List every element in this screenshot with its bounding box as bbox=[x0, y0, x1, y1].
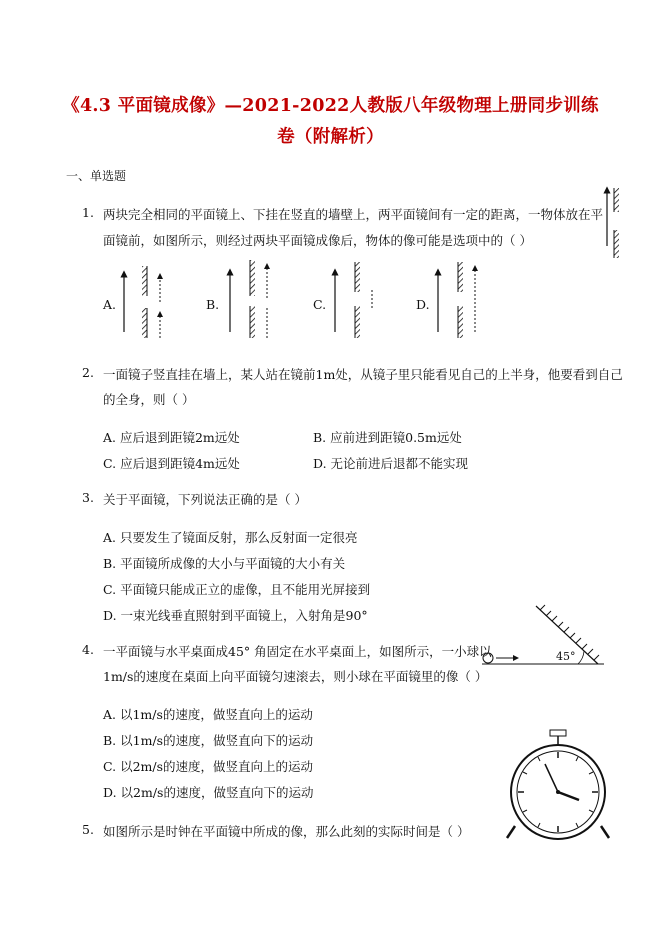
q4-line1: 一平面镜与水平桌面成45° 角固定在水平桌面上，如图所示，一小球以 bbox=[103, 644, 492, 659]
q4-option-d[interactable]: D. 以2m/s的速度，做竖直向下的运动 bbox=[103, 785, 314, 800]
q4-figure bbox=[478, 604, 608, 670]
q4-number: 4. bbox=[82, 642, 94, 657]
q2-number: 2. bbox=[82, 365, 94, 380]
q3-option-d[interactable]: D. 一束光线垂直照射到平面镜上，入射角是90° bbox=[103, 608, 368, 623]
q1-number: 1. bbox=[82, 205, 94, 220]
q2-option-d[interactable]: D. 无论前进后退都不能实现 bbox=[313, 456, 469, 471]
q1-option-a[interactable]: A. bbox=[103, 297, 117, 312]
q1-option-a-figure bbox=[118, 262, 168, 340]
q5-line1: 如图所示是时钟在平面镜中所成的像，那么此刻的实际时间是（ ） bbox=[103, 824, 470, 839]
q4-line2: 1m/s的速度在桌面上向平面镜匀速滚去，则小球在平面镜里的像（ ） bbox=[103, 669, 488, 684]
q5-number: 5. bbox=[82, 822, 94, 837]
q4-option-c[interactable]: C. 以2m/s的速度，做竖直向上的运动 bbox=[103, 759, 313, 774]
q3-line1: 关于平面镜，下列说法正确的是（ ） bbox=[103, 492, 307, 507]
q3-option-a[interactable]: A. 只要发生了镜面反射，那么反射面一定很亮 bbox=[103, 530, 358, 545]
q1-line1: 两块完全相同的平面镜上、下挂在竖直的墙壁上，两平面镜间有一定的距离，一物体放在平 bbox=[103, 207, 604, 222]
q3-number: 3. bbox=[82, 490, 94, 505]
q1-line2: 面镜前，如图所示，则经过两块平面镜成像后，物体的像可能是选项中的（ ） bbox=[103, 233, 532, 248]
q4-option-b[interactable]: B. 以1m/s的速度，做竖直向下的运动 bbox=[103, 733, 314, 748]
q3-option-c[interactable]: C. 平面镜只能成正立的虚像，且不能用光屏接到 bbox=[103, 582, 371, 597]
q2-line1: 一面镜子竖直挂在墙上，某人站在镜前1m处，从镜子里只能看见自己的上半身，他要看到自己 bbox=[103, 367, 623, 382]
q1-option-b[interactable]: B. bbox=[206, 297, 220, 312]
q2-option-c[interactable]: C. 应后退到距镜4m远处 bbox=[103, 456, 240, 471]
clock-figure bbox=[505, 730, 615, 840]
q2-option-b[interactable]: B. 应前进到距镜0.5m远处 bbox=[313, 430, 462, 445]
section-heading: 一、单选题 bbox=[66, 169, 127, 183]
q4-angle-label: 45° bbox=[556, 650, 576, 663]
q1-option-b-figure bbox=[224, 258, 274, 340]
page-title-line2: 卷（附解析） bbox=[277, 127, 384, 147]
q2-line2: 的全身，则（ ） bbox=[103, 392, 195, 407]
q1-option-d-figure bbox=[432, 258, 482, 340]
q2-option-a[interactable]: A. 应后退到距镜2m远处 bbox=[103, 430, 240, 445]
q1-figure bbox=[598, 186, 628, 266]
q1-option-d[interactable]: D. bbox=[416, 297, 430, 312]
q3-option-b[interactable]: B. 平面镜所成像的大小与平面镜的大小有关 bbox=[103, 556, 346, 571]
q1-option-c[interactable]: C. bbox=[313, 297, 327, 312]
q4-option-a[interactable]: A. 以1m/s的速度，做竖直向上的运动 bbox=[103, 707, 313, 722]
q1-option-c-figure bbox=[329, 258, 379, 340]
page-title-line1: 《4.3 平面镜成像》—2021-2022人教版八年级物理上册同步训练 bbox=[62, 96, 599, 116]
